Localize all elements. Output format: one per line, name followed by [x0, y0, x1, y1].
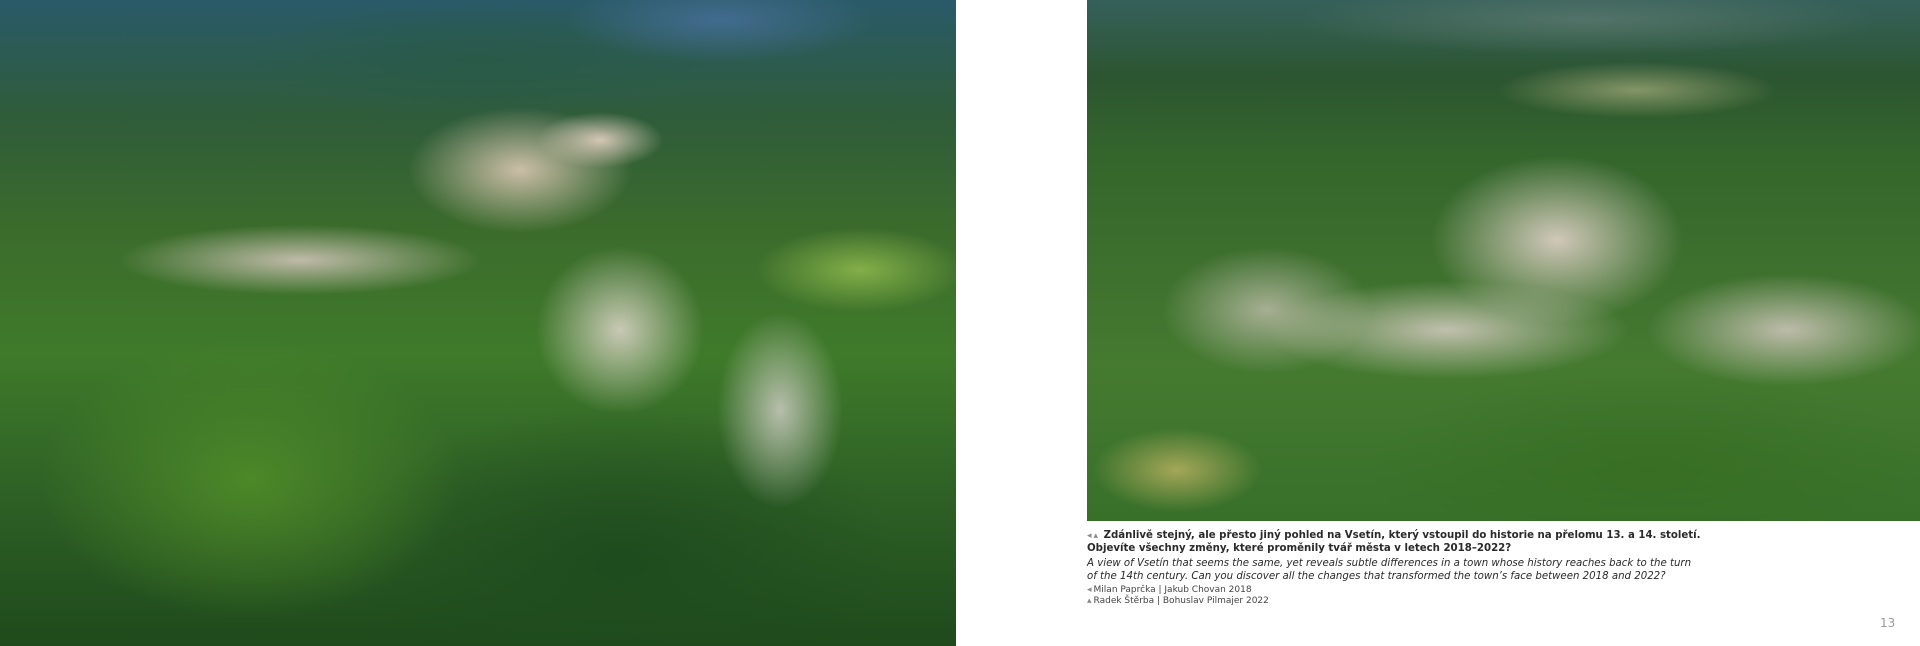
left-triangle-icon: ◂ — [1087, 531, 1092, 541]
caption-english-line2: of the 14th century. Can you discover all the changes that transformed the town’s face between 2018 and 2022? — [1087, 570, 1666, 582]
caption-english-line1: A view of Vsetín that seems the same, yet reveals subtle differences in a town whose history reaches back to the turn — [1087, 558, 1692, 570]
left-triangle-icon: ◂ — [1087, 585, 1092, 596]
credit-text: Radek Štěrba | Bohuslav Pilmajer 2022 — [1093, 596, 1269, 607]
credit-2018 — [1087, 585, 1807, 596]
up-triangle-icon: ▴ — [1087, 596, 1092, 607]
up-triangle-icon: ▴ — [1093, 531, 1099, 541]
photo-alt-right — [1087, 0, 1088, 1]
caption-czech-line2: Objevíte všechny změny, které proměnily tvář města v letech 2018–2022? — [1087, 542, 1512, 554]
caption-english — [1087, 558, 1807, 583]
caption-czech — [1087, 530, 1807, 555]
page-number: 13 — [1880, 616, 1896, 630]
photo-alt-left — [0, 0, 1, 1]
aerial-photo-right-2022 — [1087, 0, 1920, 521]
photo-credits — [1087, 585, 1807, 607]
credit-2022 — [1087, 596, 1807, 607]
aerial-photo-left-2018 — [0, 0, 956, 646]
credit-text: Milan Paprčka | Jakub Chovan 2018 — [1093, 585, 1252, 596]
caption-czech-line1: Zdánlivě stejný, ale přesto jiný pohled na Vsetín, který vstoupil do historie na přelomu 13. a 14. století. — [1103, 530, 1701, 541]
photo-caption — [1087, 530, 1807, 607]
